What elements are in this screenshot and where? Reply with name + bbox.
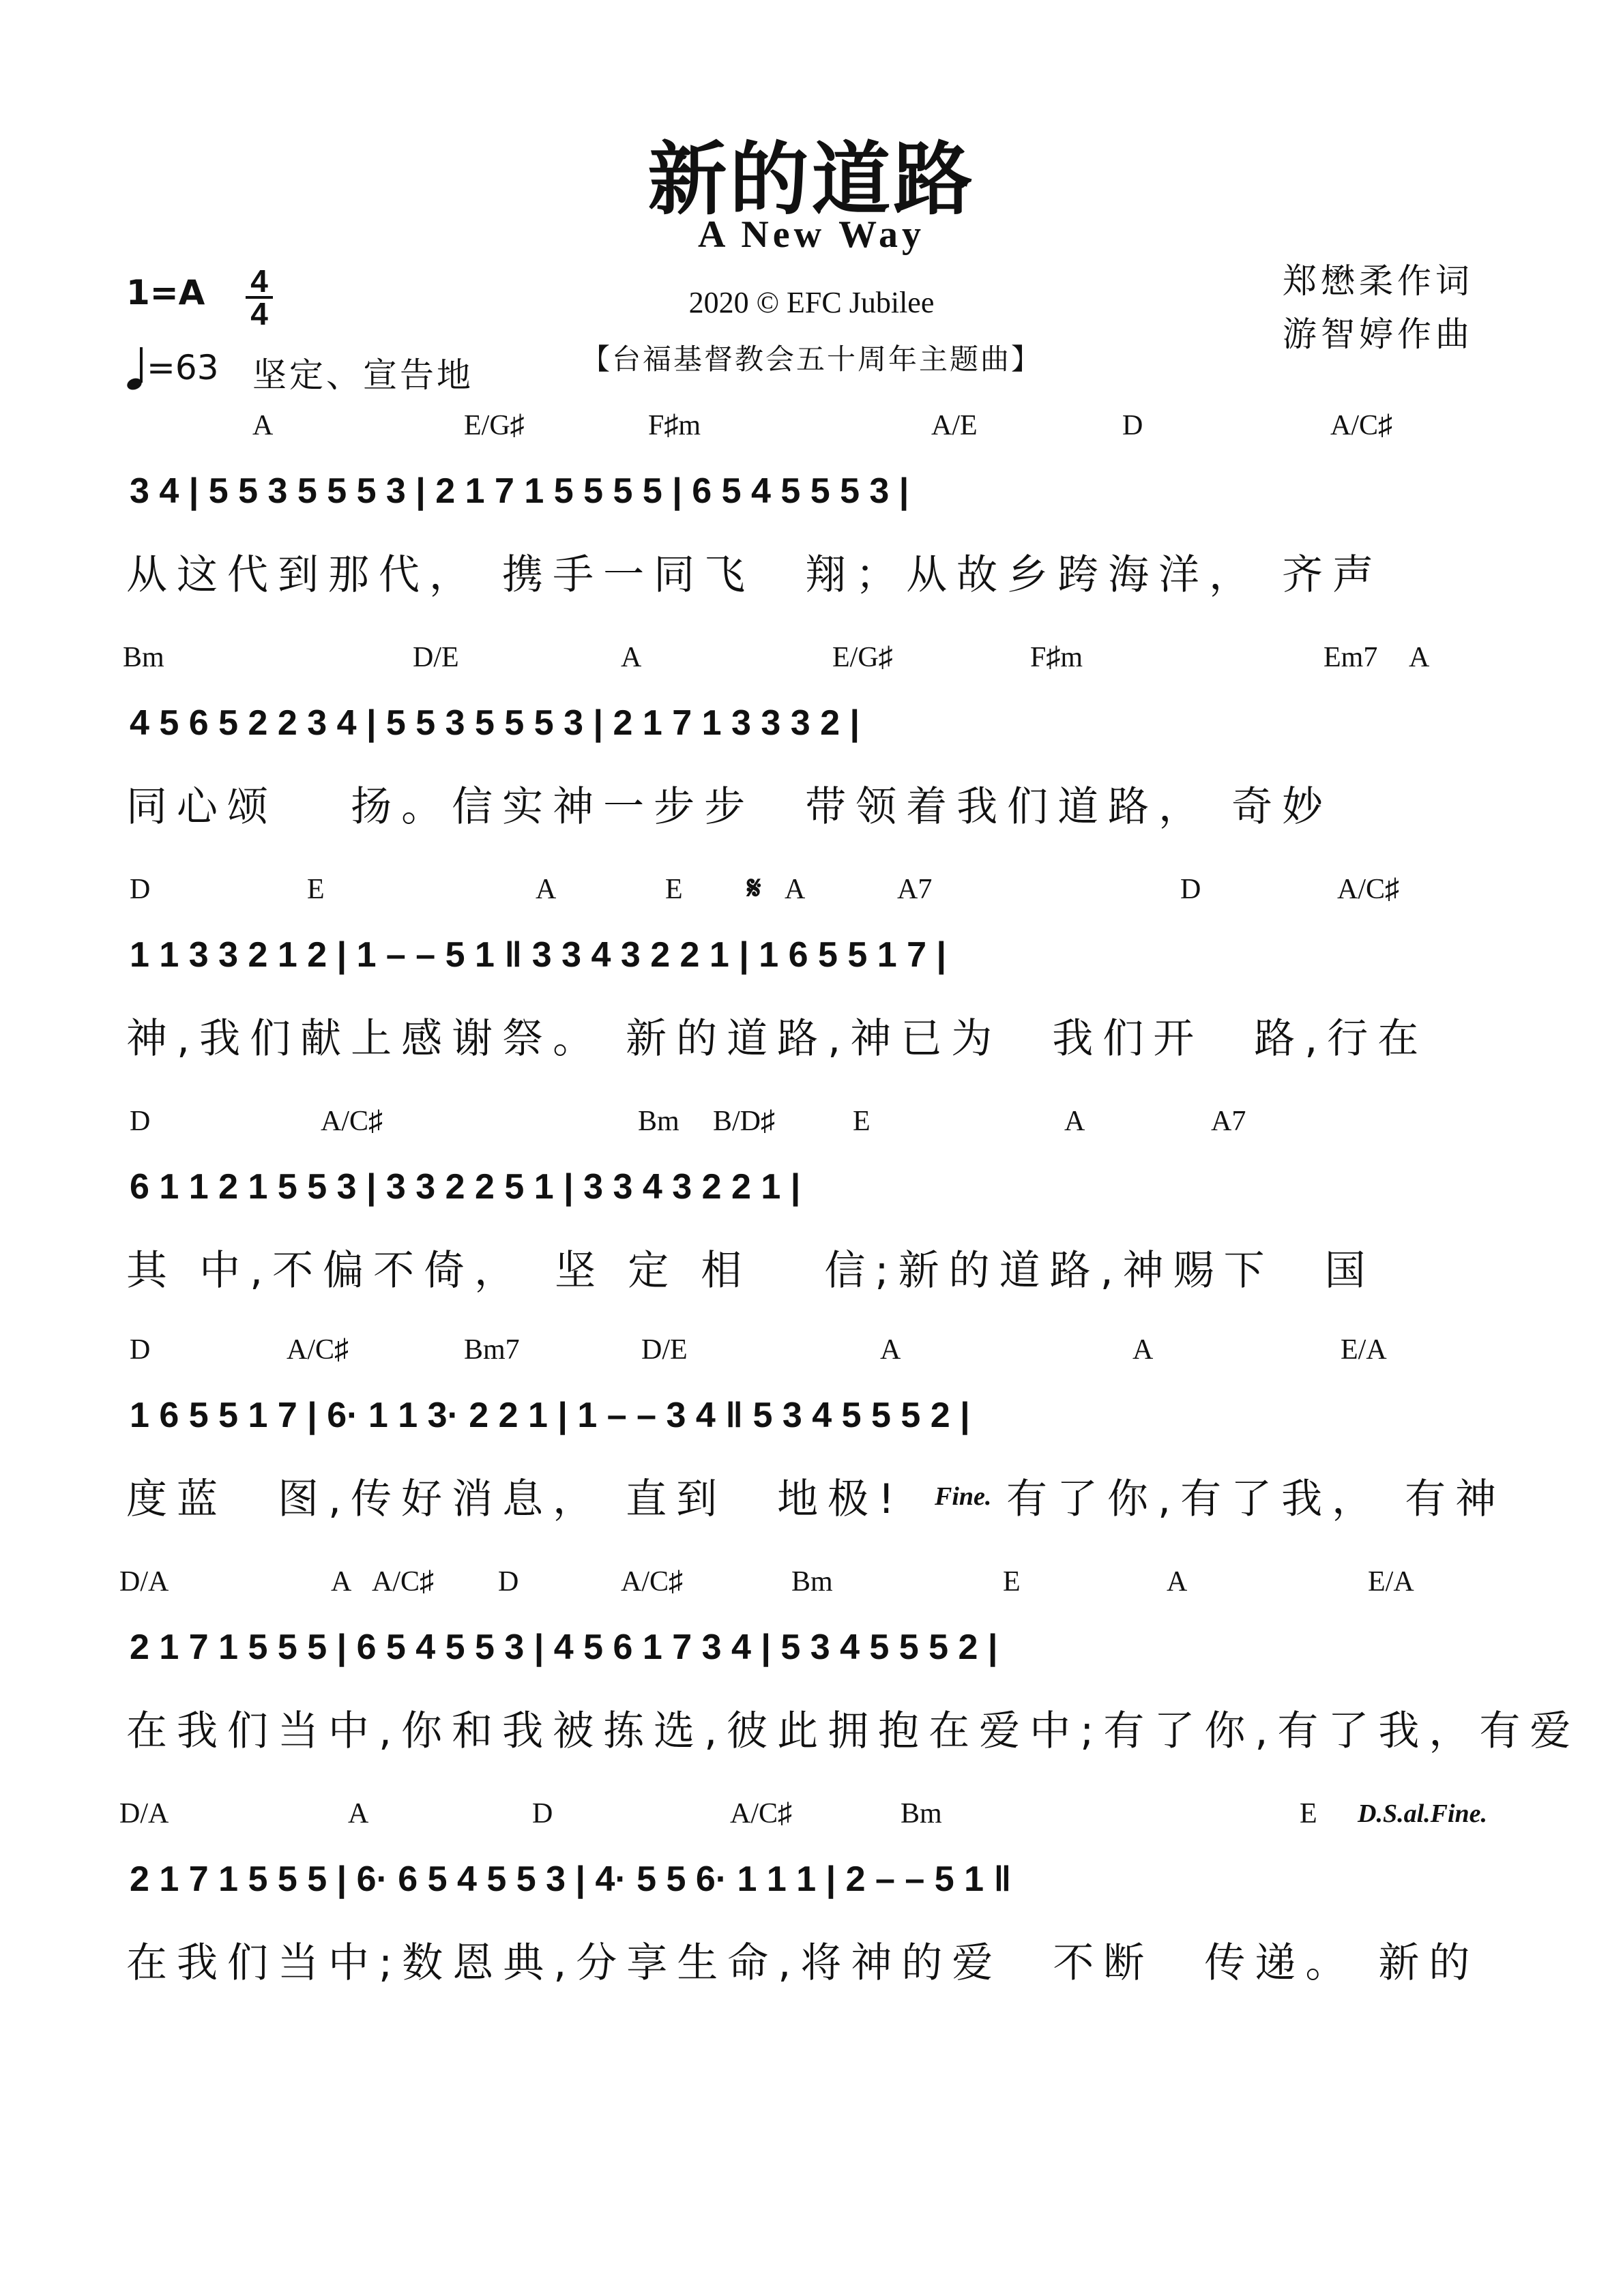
chord-symbol: A7 bbox=[897, 874, 933, 905]
chord-symbol: F♯m bbox=[648, 410, 701, 441]
chord-symbol: E bbox=[1003, 1566, 1021, 1598]
note-line: 2 1 7 1 5 5 5 | 6· 6 5 4 5 5 3 | 4· 5 5 6· 1 1 1 | 2 – – 5 1 ‖ bbox=[130, 1859, 1012, 1899]
expression-mark: 坚定、宣告地 bbox=[252, 355, 473, 395]
copyright: 2020 © EFC Jubilee bbox=[688, 286, 935, 319]
lyricist-credit: 郑懋柔作词 bbox=[1283, 261, 1474, 301]
chord-symbol: E bbox=[307, 874, 325, 905]
chord-symbol: A/C♯ bbox=[621, 1566, 684, 1598]
chord-symbol: A bbox=[1064, 1106, 1085, 1137]
chord-symbol: A/C♯ bbox=[372, 1566, 435, 1598]
chord-symbol: D bbox=[1122, 410, 1143, 441]
chord-symbol: D bbox=[130, 1334, 151, 1366]
chord-symbol: A bbox=[348, 1798, 369, 1829]
note-line: 2 1 7 1 5 5 5 | 6 5 4 5 5 3 | 4 5 6 1 7 3 4 | 5 3 4 5 5 5 2 | bbox=[130, 1628, 998, 1667]
chord-symbol: A/C♯ bbox=[1337, 874, 1400, 905]
chord-symbol: A bbox=[1409, 642, 1430, 673]
quarter-note-icon bbox=[125, 344, 145, 392]
song-subtitle: A New Way bbox=[698, 214, 925, 256]
note-line: 3 4 | 5 5 3 5 5 5 3 | 2 1 7 1 5 5 5 5 | 6 5 4 5 5 5 3 | bbox=[130, 471, 909, 511]
lyrics-line: 同心颂 扬。信实神一步步 带领着我们道路， 奇妙 bbox=[126, 783, 1333, 831]
ds-al-fine-mark: D.S.al.Fine. bbox=[1358, 1799, 1488, 1828]
chord-symbol: E bbox=[853, 1106, 871, 1137]
chord-symbol: A bbox=[621, 642, 642, 673]
chord-symbol: A bbox=[331, 1566, 352, 1598]
chord-symbol: F♯m bbox=[1030, 642, 1083, 673]
chord-symbol: A/C♯ bbox=[287, 1334, 349, 1366]
key-signature: 1=A bbox=[126, 273, 205, 312]
segno-icon: 𝄋 bbox=[747, 870, 761, 907]
chord-symbol: B/D♯ bbox=[713, 1106, 776, 1137]
chord-symbol: E bbox=[665, 874, 683, 905]
chord-symbol: A/C♯ bbox=[1330, 410, 1393, 441]
chord-symbol: A bbox=[785, 874, 806, 905]
lyrics-line: 其 中,不偏不倚， 坚 定 相 信;新的道路,神赐下 国 bbox=[126, 1247, 1375, 1295]
lyrics-line: 从这代到那代， 携手一同飞 翔；从故乡跨海洋， 齐声 bbox=[126, 551, 1384, 599]
chord-symbol: D/E bbox=[413, 642, 459, 673]
chord-symbol: A/E bbox=[931, 410, 978, 441]
chord-symbol: D bbox=[532, 1798, 553, 1829]
note-line: 6 1 1 2 1 5 5 3 | 3 3 2 2 5 1 | 3 3 4 3 2 2 1 | bbox=[130, 1167, 801, 1207]
lyrics-line: 神,我们献上感谢祭。 新的道路,神已为 我们开 路,行在 bbox=[126, 1015, 1429, 1063]
chord-symbol: D/A bbox=[119, 1566, 169, 1598]
chord-symbol: E/G♯ bbox=[464, 410, 525, 441]
chord-symbol: A/C♯ bbox=[730, 1798, 793, 1829]
note-line: 1 6 5 5 1 7 | 6· 1 1 3· 2 2 1 | 1 – – 3 4 ‖ 5 3 4 5 5 5 2 | bbox=[130, 1396, 970, 1435]
time-signature-top: 4 bbox=[250, 263, 268, 299]
composer-credit: 游智婷作曲 bbox=[1283, 314, 1474, 354]
note-line: 1 1 3 3 2 1 2 | 1 – – 5 1 ‖ 3 3 4 3 2 2 1 | 1 6 5 5 1 7 | bbox=[130, 935, 947, 975]
chord-symbol: A/C♯ bbox=[321, 1106, 383, 1137]
chord-symbol: A bbox=[880, 1334, 901, 1366]
time-signature-bottom: 4 bbox=[246, 296, 273, 329]
note-line: 4 5 6 5 2 2 3 4 | 5 5 3 5 5 5 3 | 2 1 7 1 3 3 3 2 | bbox=[130, 703, 860, 743]
lyrics-line: 在我们当中,你和我被拣选,彼此拥抱在爱中;有了你,有了我，有爱 bbox=[126, 1707, 1581, 1755]
chord-symbol: Bm bbox=[901, 1798, 942, 1829]
chord-symbol: E/A bbox=[1341, 1334, 1387, 1366]
chord-symbol: D bbox=[498, 1566, 519, 1598]
chord-symbol: E/G♯ bbox=[832, 642, 893, 673]
fine-mark: Fine. bbox=[935, 1482, 992, 1511]
chord-symbol: A bbox=[252, 410, 274, 441]
lyrics-line: 度蓝 图,传好消息， 直到 地极! bbox=[126, 1475, 905, 1523]
chord-symbol: D bbox=[130, 1106, 151, 1137]
chord-symbol: D bbox=[1180, 874, 1201, 905]
chord-symbol: Bm bbox=[638, 1106, 679, 1137]
tempo-mark: =63 bbox=[147, 348, 219, 387]
chord-symbol: E bbox=[1300, 1798, 1317, 1829]
lyrics-line: 有了你,有了我， 有神 bbox=[1006, 1475, 1506, 1523]
chord-symbol: D bbox=[130, 874, 151, 905]
song-title: 新的道路 bbox=[647, 134, 976, 226]
chord-symbol: Bm bbox=[791, 1566, 833, 1598]
chord-symbol: D/A bbox=[119, 1798, 169, 1829]
chord-symbol: E/A bbox=[1368, 1566, 1414, 1598]
chord-symbol: A bbox=[536, 874, 557, 905]
chord-symbol: A bbox=[1132, 1334, 1154, 1366]
chord-symbol: D/E bbox=[641, 1334, 688, 1366]
lyrics-line: 在我们当中;数恩典,分享生命,将神的爱 不断 传递。 新的 bbox=[126, 1939, 1480, 1987]
chord-symbol: A7 bbox=[1211, 1106, 1246, 1137]
chord-symbol: Bm7 bbox=[464, 1334, 520, 1366]
time-signature bbox=[246, 263, 273, 332]
chord-symbol: A bbox=[1167, 1566, 1188, 1598]
dedication: 【台福基督教会五十周年主题曲】 bbox=[581, 342, 1042, 376]
chord-symbol: Em7 bbox=[1324, 642, 1378, 673]
chord-symbol: Bm bbox=[123, 642, 164, 673]
